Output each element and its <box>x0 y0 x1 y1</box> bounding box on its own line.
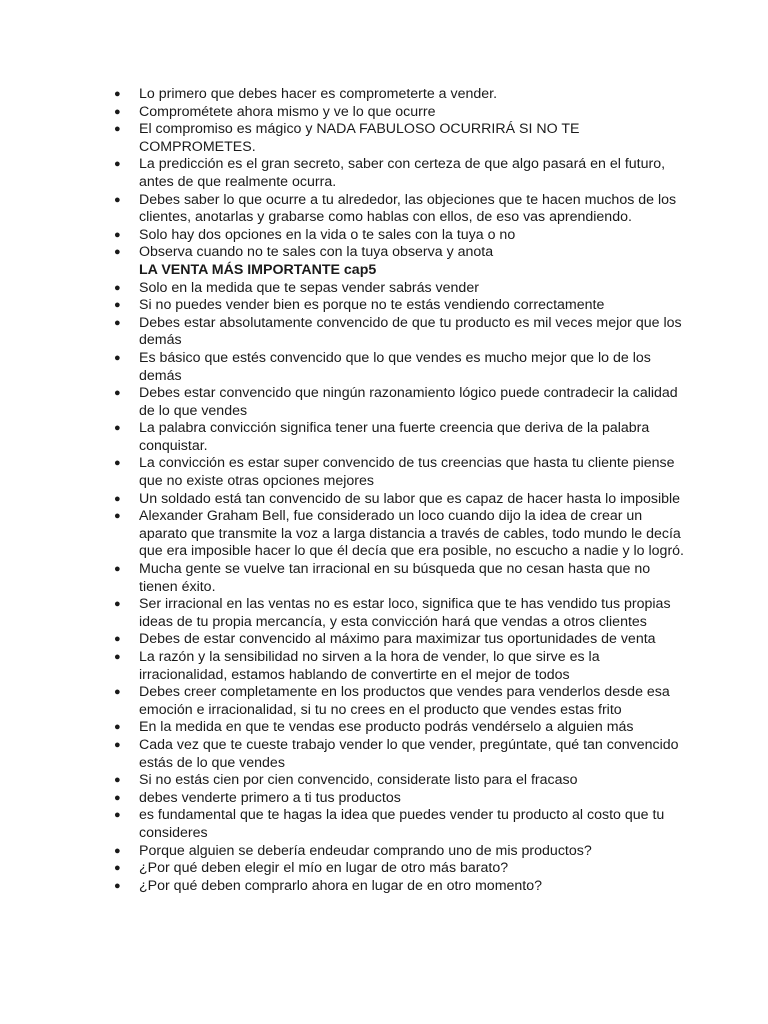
list-item-text: Comprométete ahora mismo y ve lo que ocurre <box>139 103 436 120</box>
bullet-icon: ● <box>114 88 121 100</box>
bullet-icon: ● <box>114 158 121 171</box>
list-item <box>114 315 684 350</box>
list-item <box>114 244 684 262</box>
bullet-icon: ● <box>114 563 121 576</box>
list-item-text: ¿Por qué deben comprarlo ahora en lugar de en otro momento? <box>139 877 543 894</box>
list-item-text: Debes estar convencido que ningún razonamiento lógico puede contradecir la calidad de lo que vendes <box>139 385 678 419</box>
bullet-icon: ● <box>114 721 121 734</box>
bullet-icon: ● <box>114 738 121 751</box>
list-item-text: es fundamental que te hagas la idea que puedes vender tu producto al costo que tu consideres <box>139 807 665 841</box>
list-item-text: Es básico que estés convencido que lo que vendes es mucho mejor que lo de los demás <box>139 349 651 384</box>
list-item-text: Alexander Graham Bell, fue considerado un loco cuando dijo la idea de crear un aparato que transmite la voz a larga distancia a través de cables, todo mundo le decía que era imposible hacer lo que él decía que era posible, no escucho a nadie y lo logró. <box>139 508 684 560</box>
list-item <box>114 649 684 684</box>
bullet-icon: ● <box>114 281 121 294</box>
list-item <box>114 455 684 490</box>
list-item-text: El compromiso es mágico y NADA FABULOSO OCURRIRÁ SI NO TE COMPROMETES. <box>139 121 580 155</box>
bullet-icon: ● <box>114 598 121 611</box>
bullet-icon: ● <box>114 492 121 505</box>
list-item-text: Mucha gente se vuelve tan irracional en su búsqueda que no cesan hasta que no tienen éxito. <box>139 561 651 595</box>
bullet-icon: ● <box>114 633 121 646</box>
list-item-text: Debes de estar convencido al máximo para maximizar tus oportunidades de venta <box>139 631 656 648</box>
list-item-text: Ser irracional en las ventas no es estar loco, significa que te has vendido tus propias ideas de tu propia mercancía, y esta convicción hará que vendas a otros clientes <box>139 596 671 630</box>
bullet-icon: ● <box>114 123 121 136</box>
list-item-text: debes venderte primero a ti tus productos <box>139 789 401 806</box>
list-item <box>114 297 684 315</box>
bullet-icon: ● <box>114 879 121 892</box>
list-item <box>114 508 684 561</box>
list-item-text: Porque alguien se debería endeudar comprando uno de mis productos? <box>139 842 592 859</box>
list-item <box>114 491 684 509</box>
list-item <box>114 631 684 649</box>
list-item-text: Cada vez que te cueste trabajo vender lo que vender, pregúntate, qué tan convencido estás de lo que vendes <box>139 736 679 771</box>
list-item-text: Solo en la medida que te sepas vender sabrás vender <box>139 279 479 296</box>
list-item <box>114 227 684 245</box>
bullet-icon: ● <box>114 246 121 259</box>
bullet-icon: ● <box>114 791 121 804</box>
list-item-text: Solo hay dos opciones en la vida o te sales con la tuya o no <box>139 226 516 243</box>
bullet-icon: ● <box>114 422 121 435</box>
list-item <box>114 385 684 420</box>
bullet-icon: ● <box>114 193 121 206</box>
list-item-text: Un soldado está tan convencido de su labor que es capaz de hacer hasta lo imposible <box>139 490 681 507</box>
list-item-text: La palabra convicción significa tener una fuerte creencia que deriva de la palabra conquistar. <box>139 420 650 454</box>
bullet-icon: ● <box>114 228 121 241</box>
list-item <box>114 561 684 596</box>
list-item-text: Debes saber lo que ocurre a tu alrededor, las objeciones que te hacen muchos de los clientes, anotarlas y grabarse como hablas con ellos, de eso vas aprendiendo. <box>139 191 677 226</box>
bullet-icon: ● <box>114 686 121 699</box>
list-item-text: Debes creer completamente en los productos que vendes para venderlos desde esa emoción e irracionalidad, si tu no crees en el producto que vendes estas frito <box>139 684 670 718</box>
list-item <box>114 104 684 122</box>
list-item-text: La predicción es el gran secreto, saber con certeza de que algo pasará en el futuro, antes de que realmente ocurra. <box>139 156 666 190</box>
bullet-icon: ● <box>114 351 121 364</box>
list-item <box>114 719 684 737</box>
list-item-text: ¿Por qué deben elegir el mío en lugar de otro más barato? <box>139 860 509 877</box>
bullet-icon: ● <box>114 510 121 523</box>
bullet-icon: ● <box>114 387 121 400</box>
list-item-text: Debes estar absolutamente convencido de que tu producto es mil veces mejor que los demás <box>139 314 682 349</box>
bullet-list <box>114 86 684 895</box>
list-item <box>114 772 684 790</box>
list-item <box>114 737 684 772</box>
list-item <box>114 790 684 808</box>
list-item-text: Si no puedes vender bien es porque no te estás vendiendo correctamente <box>139 297 605 314</box>
section-heading <box>114 262 684 280</box>
list-item <box>114 843 684 861</box>
list-item-text: La convicción es estar super convencido de tus creencias que hasta tu cliente piense que no existe otras opciones mejores <box>139 455 675 490</box>
list-item-text: La razón y la sensibilidad no sirven a la hora de vender, lo que sirve es la irracionalidad, estamos hablando de convertirte en el mejor de todos <box>139 649 600 683</box>
bullet-icon: ● <box>114 844 121 857</box>
list-item-text: Si no estás cien por cien convencido, considerate listo para el fracaso <box>139 772 578 789</box>
list-item <box>114 280 684 298</box>
bullet-icon: ● <box>114 809 121 822</box>
bullet-icon: ● <box>114 105 121 118</box>
list-item <box>114 121 684 156</box>
bullet-icon: ● <box>114 651 121 663</box>
bullet-icon: ● <box>114 774 121 787</box>
list-item <box>114 192 684 227</box>
bullet-icon: ● <box>114 457 121 470</box>
list-item <box>114 684 684 719</box>
section-heading-text: LA VENTA MÁS IMPORTANTE cap5 <box>139 261 377 278</box>
list-item-text: Lo primero que debes hacer es comprometerte a vender. <box>139 86 498 102</box>
list-item <box>114 86 684 104</box>
bullet-icon: ● <box>114 862 121 875</box>
list-item <box>114 156 684 191</box>
list-item-text: En la medida en que te vendas ese producto podrás vendérselo a alguien más <box>139 719 634 736</box>
list-item <box>114 878 684 896</box>
list-item-text: Observa cuando no te sales con la tuya observa y anota <box>139 244 494 261</box>
list-item <box>114 860 684 878</box>
list-item <box>114 420 684 455</box>
list-item <box>114 596 684 631</box>
list-item <box>114 350 684 385</box>
list-item <box>114 807 684 842</box>
bullet-icon: ● <box>114 299 121 312</box>
bullet-icon: ● <box>114 316 121 329</box>
